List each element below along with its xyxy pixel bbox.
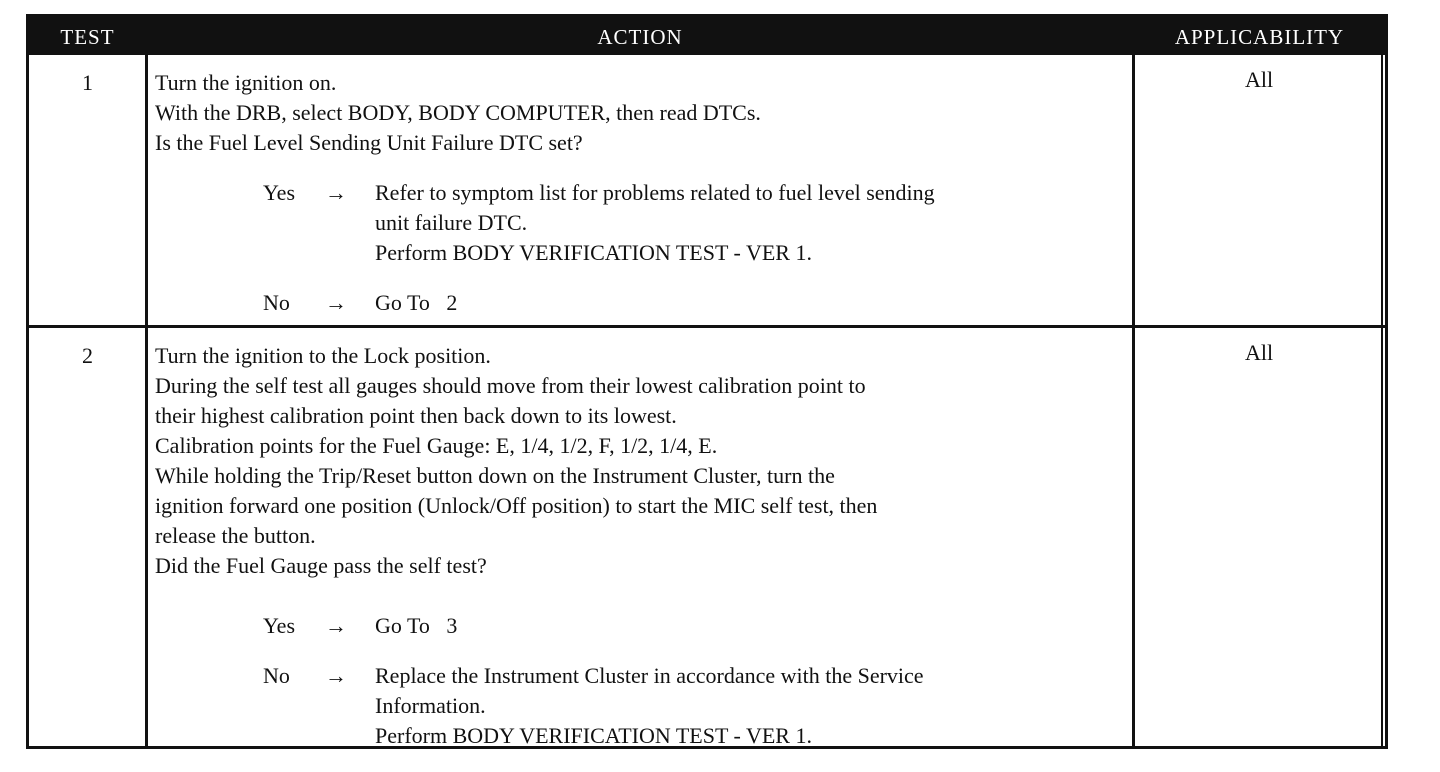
action-text xyxy=(155,68,1126,158)
yes-text xyxy=(375,611,1126,641)
action-line: release the button. xyxy=(155,523,316,548)
answer-line: Go To 3 xyxy=(375,613,458,638)
header-action: ACTION xyxy=(597,25,683,49)
answer-line: Perform BODY VERIFICATION TEST - VER 1. xyxy=(375,723,812,748)
answer-line: unit failure DTC. xyxy=(375,210,528,235)
applicability-value: All xyxy=(1244,340,1274,365)
answer-line: Refer to symptom list for problems related to fuel level sending xyxy=(375,180,935,205)
answer-line: Go To 2 xyxy=(375,290,458,315)
yes-label: Yes xyxy=(263,180,296,205)
header-test: TEST xyxy=(60,25,115,49)
action-line: Turn the ignition to the Lock position. xyxy=(155,343,491,368)
table-row xyxy=(29,55,1385,325)
action-line: their highest calibration point then back down to its lowest. xyxy=(155,403,677,428)
action-text xyxy=(155,341,1126,581)
action-line: During the self test all gauges should move from their lowest calibration point to xyxy=(155,373,866,398)
arrow-icon: → xyxy=(325,613,347,638)
diagnostic-table xyxy=(26,14,1388,749)
arrow-icon: → xyxy=(325,180,347,205)
action-line: Did the Fuel Gauge pass the self test? xyxy=(155,553,487,578)
table-header xyxy=(29,17,1385,55)
action-line: Is the Fuel Level Sending Unit Failure DTC set? xyxy=(155,130,583,155)
arrow-icon: → xyxy=(325,290,347,315)
no-text xyxy=(375,661,1126,751)
no-label: No xyxy=(263,290,290,315)
test-number: 2 xyxy=(82,343,93,368)
yes-label: Yes xyxy=(263,613,296,638)
action-line: ignition forward one position (Unlock/Off position) to start the MIC self test, then xyxy=(155,493,878,518)
test-number: 1 xyxy=(82,70,93,95)
yes-text xyxy=(375,178,1126,268)
arrow-icon: → xyxy=(325,663,347,688)
action-line: Calibration points for the Fuel Gauge: E, 1/4, 1/2, F, 1/2, 1/4, E. xyxy=(155,433,718,458)
header-applicability: APPLICABILITY xyxy=(1174,25,1345,49)
action-line: While holding the Trip/Reset button down on the Instrument Cluster, turn the xyxy=(155,463,835,488)
action-line: With the DRB, select BODY, BODY COMPUTER, then read DTCs. xyxy=(155,100,761,125)
table-row xyxy=(29,328,1385,746)
action-line: Turn the ignition on. xyxy=(155,70,337,95)
no-label: No xyxy=(263,663,290,688)
answer-line: Information. xyxy=(375,693,486,718)
answer-line: Replace the Instrument Cluster in accordance with the Service xyxy=(375,663,924,688)
applicability-value: All xyxy=(1244,67,1274,92)
answer-line: Perform BODY VERIFICATION TEST - VER 1. xyxy=(375,240,812,265)
no-text xyxy=(375,288,1126,318)
